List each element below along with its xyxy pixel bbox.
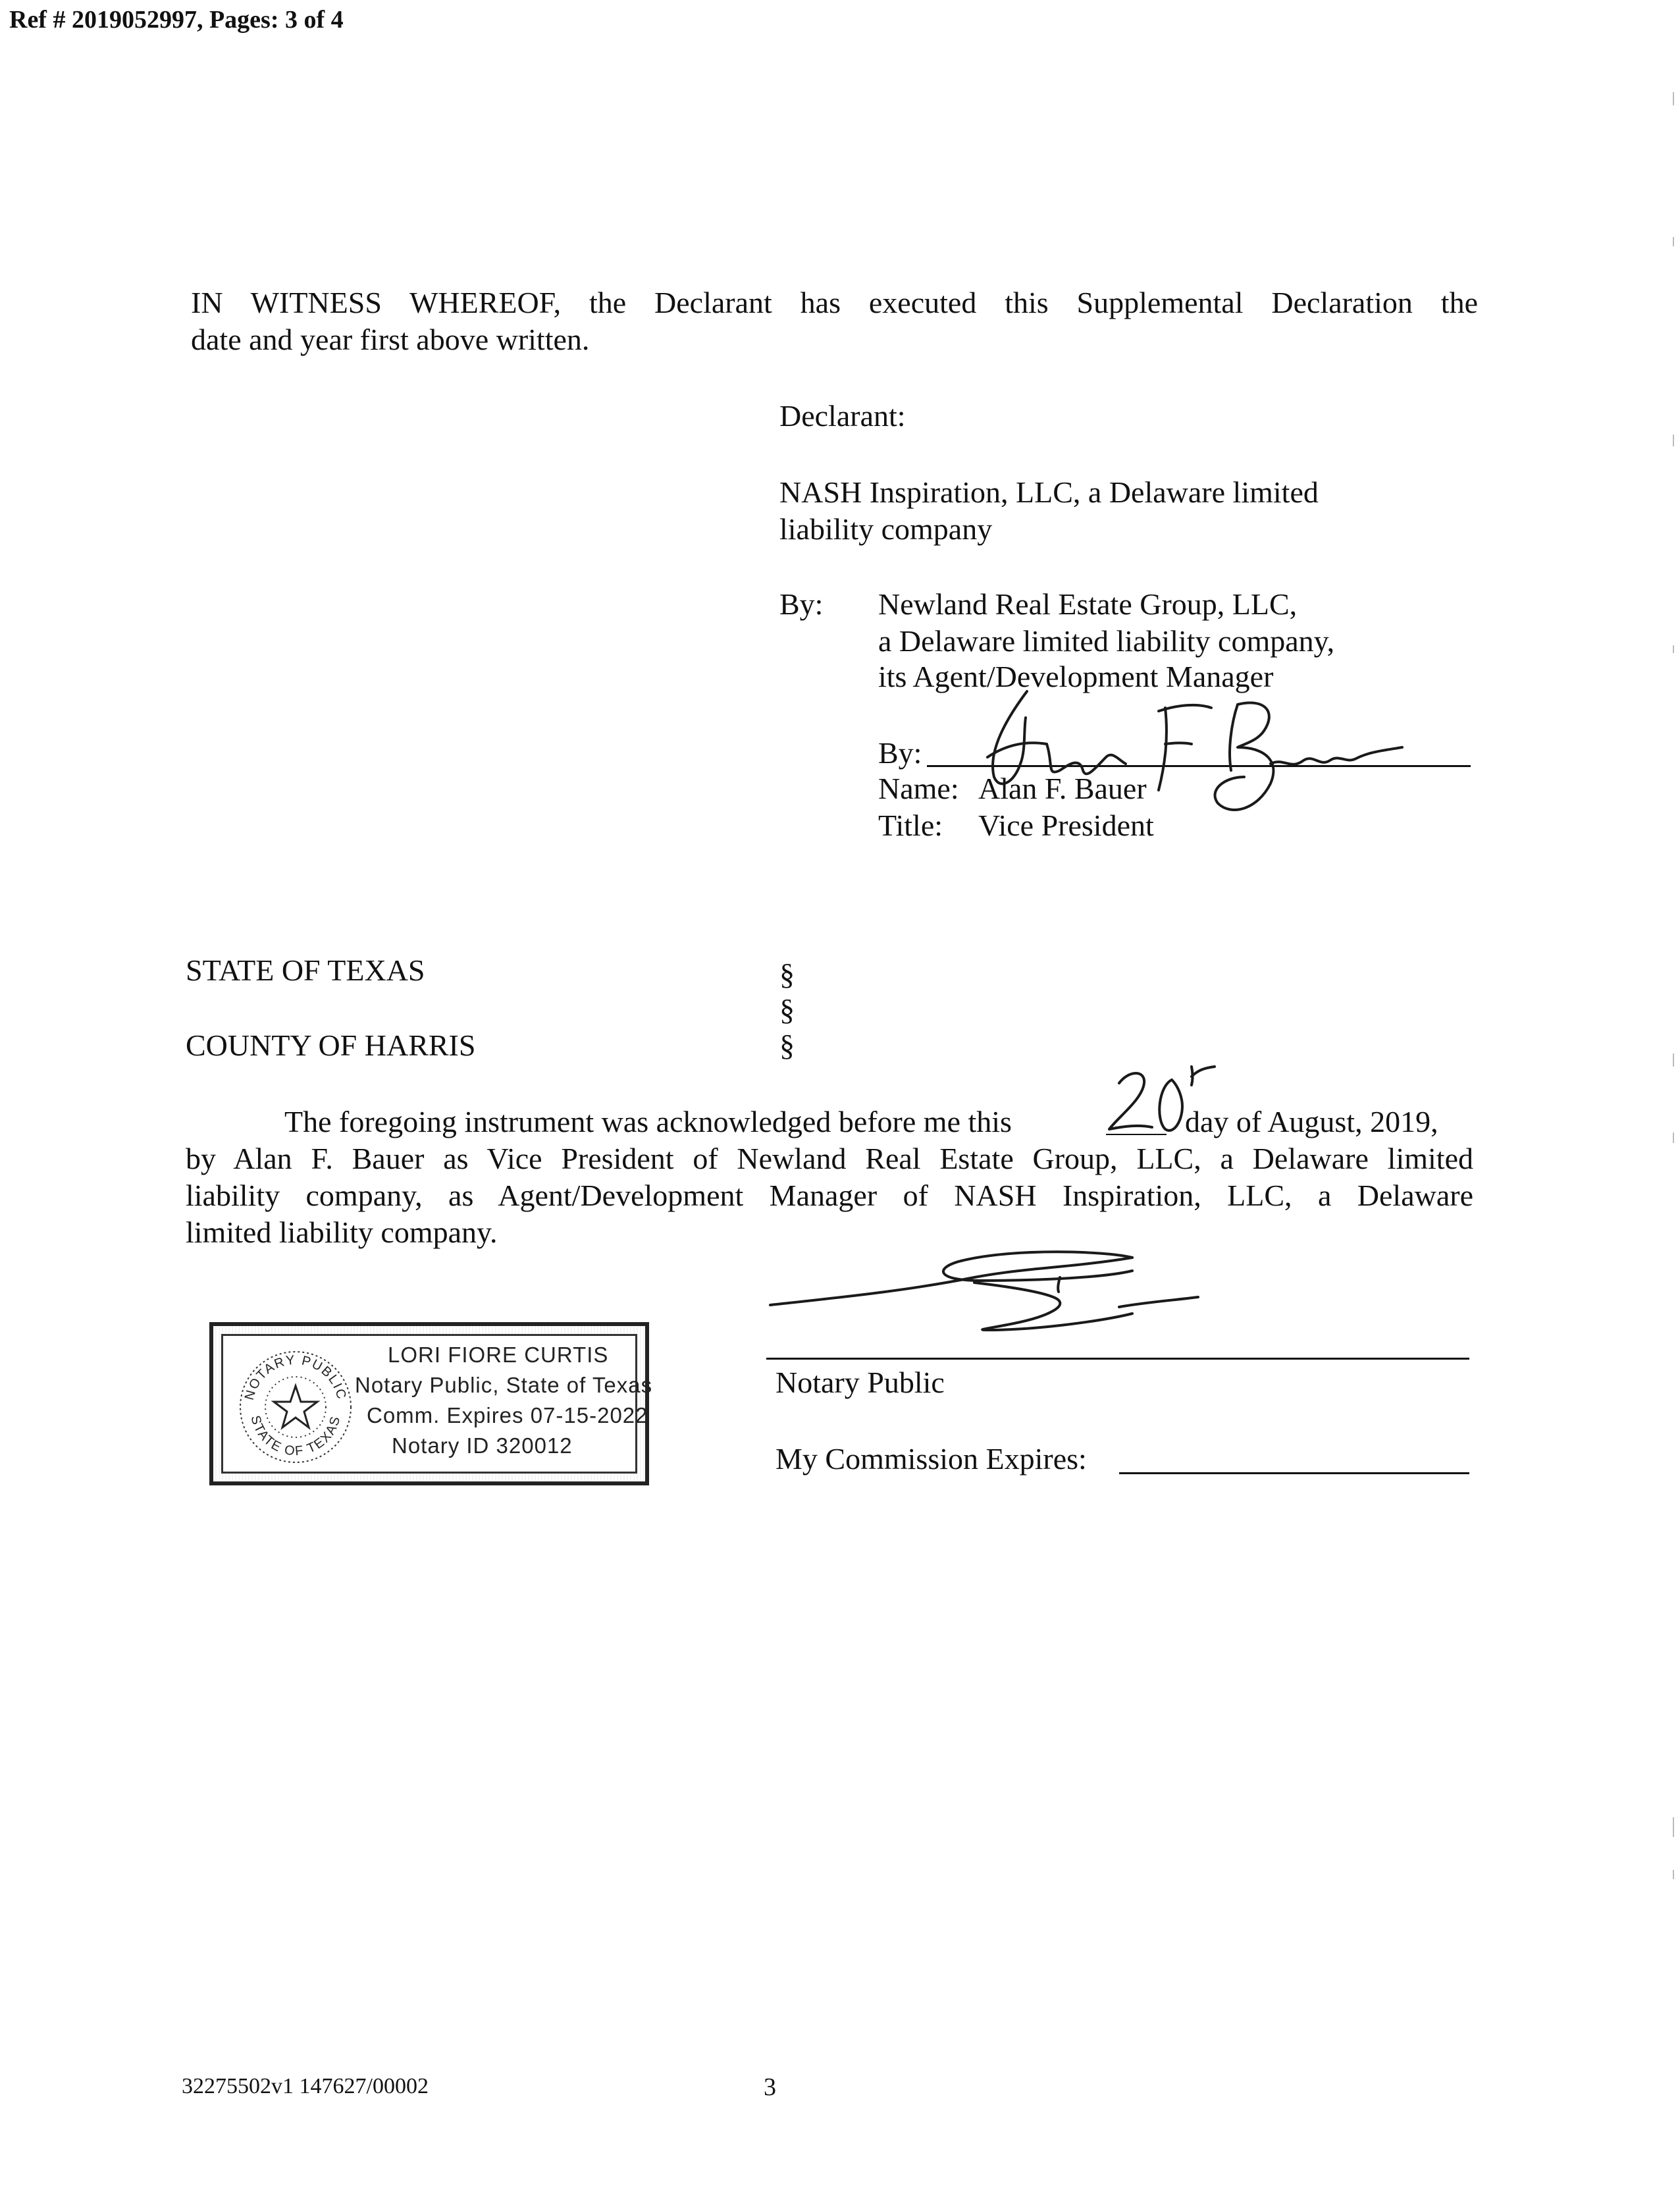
stamp-line-2: Notary Public, State of Texas <box>355 1373 653 1397</box>
by-label: By: <box>779 587 824 621</box>
notary-stamp <box>209 1322 653 1485</box>
seal-bottom-text: STATE OF TEXAS <box>248 1414 344 1459</box>
commission-expires-label: My Commission Expires: <box>775 1442 1087 1476</box>
title-label: Title: <box>878 809 943 842</box>
declarant-entity-line-1: NASH Inspiration, LLC, a Delaware limited <box>779 475 1319 509</box>
stamp-line-4: Notary ID 320012 <box>392 1433 573 1458</box>
title-value: Vice President <box>978 809 1154 842</box>
venue-state: STATE OF TEXAS <box>186 953 425 987</box>
reference-header: Ref # 2019052997, Pages: 3 of 4 <box>9 6 344 34</box>
svg-text:NOTARY PUBLIC <box>242 1353 349 1402</box>
ack-line-3: liability company, as Agent/Development Manager of NASH Inspiration, LLC, a Delaware <box>186 1179 1473 1212</box>
ack-line-4: limited liability company. <box>186 1215 498 1249</box>
scan-edge-marks <box>1671 66 1676 1975</box>
ack-line-1-after: day of August, 2019, <box>1185 1105 1438 1138</box>
notary-signature <box>764 1231 1211 1363</box>
stamp-notary-name: LORI FIORE CURTIS <box>388 1343 609 1367</box>
agent-line-1: Newland Real Estate Group, LLC, <box>878 587 1298 621</box>
section-mark-3: § <box>779 1028 795 1062</box>
signature-by-label: By: <box>878 736 922 770</box>
stamp-line-3: Comm. Expires 07-15-2022 <box>367 1403 648 1427</box>
section-mark-2: § <box>779 993 795 1026</box>
name-label: Name: <box>878 772 959 805</box>
notary-label: Notary Public <box>775 1366 945 1399</box>
declarant-label: Declarant: <box>779 399 906 433</box>
name-value: Alan F. Bauer <box>978 772 1147 805</box>
declarant-signature <box>948 678 1409 836</box>
agent-line-2: a Delaware limited liability company, <box>878 624 1335 658</box>
handwritten-day <box>1093 1053 1218 1152</box>
footer-doc-id: 32275502v1 147627/00002 <box>182 2074 429 2098</box>
svg-text:STATE OF TEXAS <box>248 1414 343 1459</box>
witness-line-1: IN WITNESS WHEREOF, the Declarant has executed this Supplemental Declaration the <box>191 286 1478 319</box>
declarant-entity-line-2: liability company <box>779 512 993 546</box>
footer-page-number: 3 <box>764 2073 776 2101</box>
section-mark-1: § <box>779 957 795 991</box>
notary-stamp-inner <box>221 1334 653 1474</box>
notary-seal <box>236 1348 355 1466</box>
ack-line-2: by Alan F. Bauer as Vice President of Newland Real Estate Group, LLC, a Delaware limited <box>186 1142 1473 1175</box>
venue-county: COUNTY OF HARRIS <box>186 1028 476 1062</box>
notary-signature-line <box>766 1358 1469 1360</box>
commission-expires-blank <box>1119 1472 1469 1474</box>
seal-top-text: NOTARY PUBLIC <box>242 1352 350 1402</box>
ack-line-1-before: The foregoing instrument was acknowledged before me this <box>284 1105 1012 1138</box>
witness-line-2: date and year first above written. <box>191 323 590 356</box>
agent-line-3: its Agent/Development Manager <box>878 660 1274 693</box>
